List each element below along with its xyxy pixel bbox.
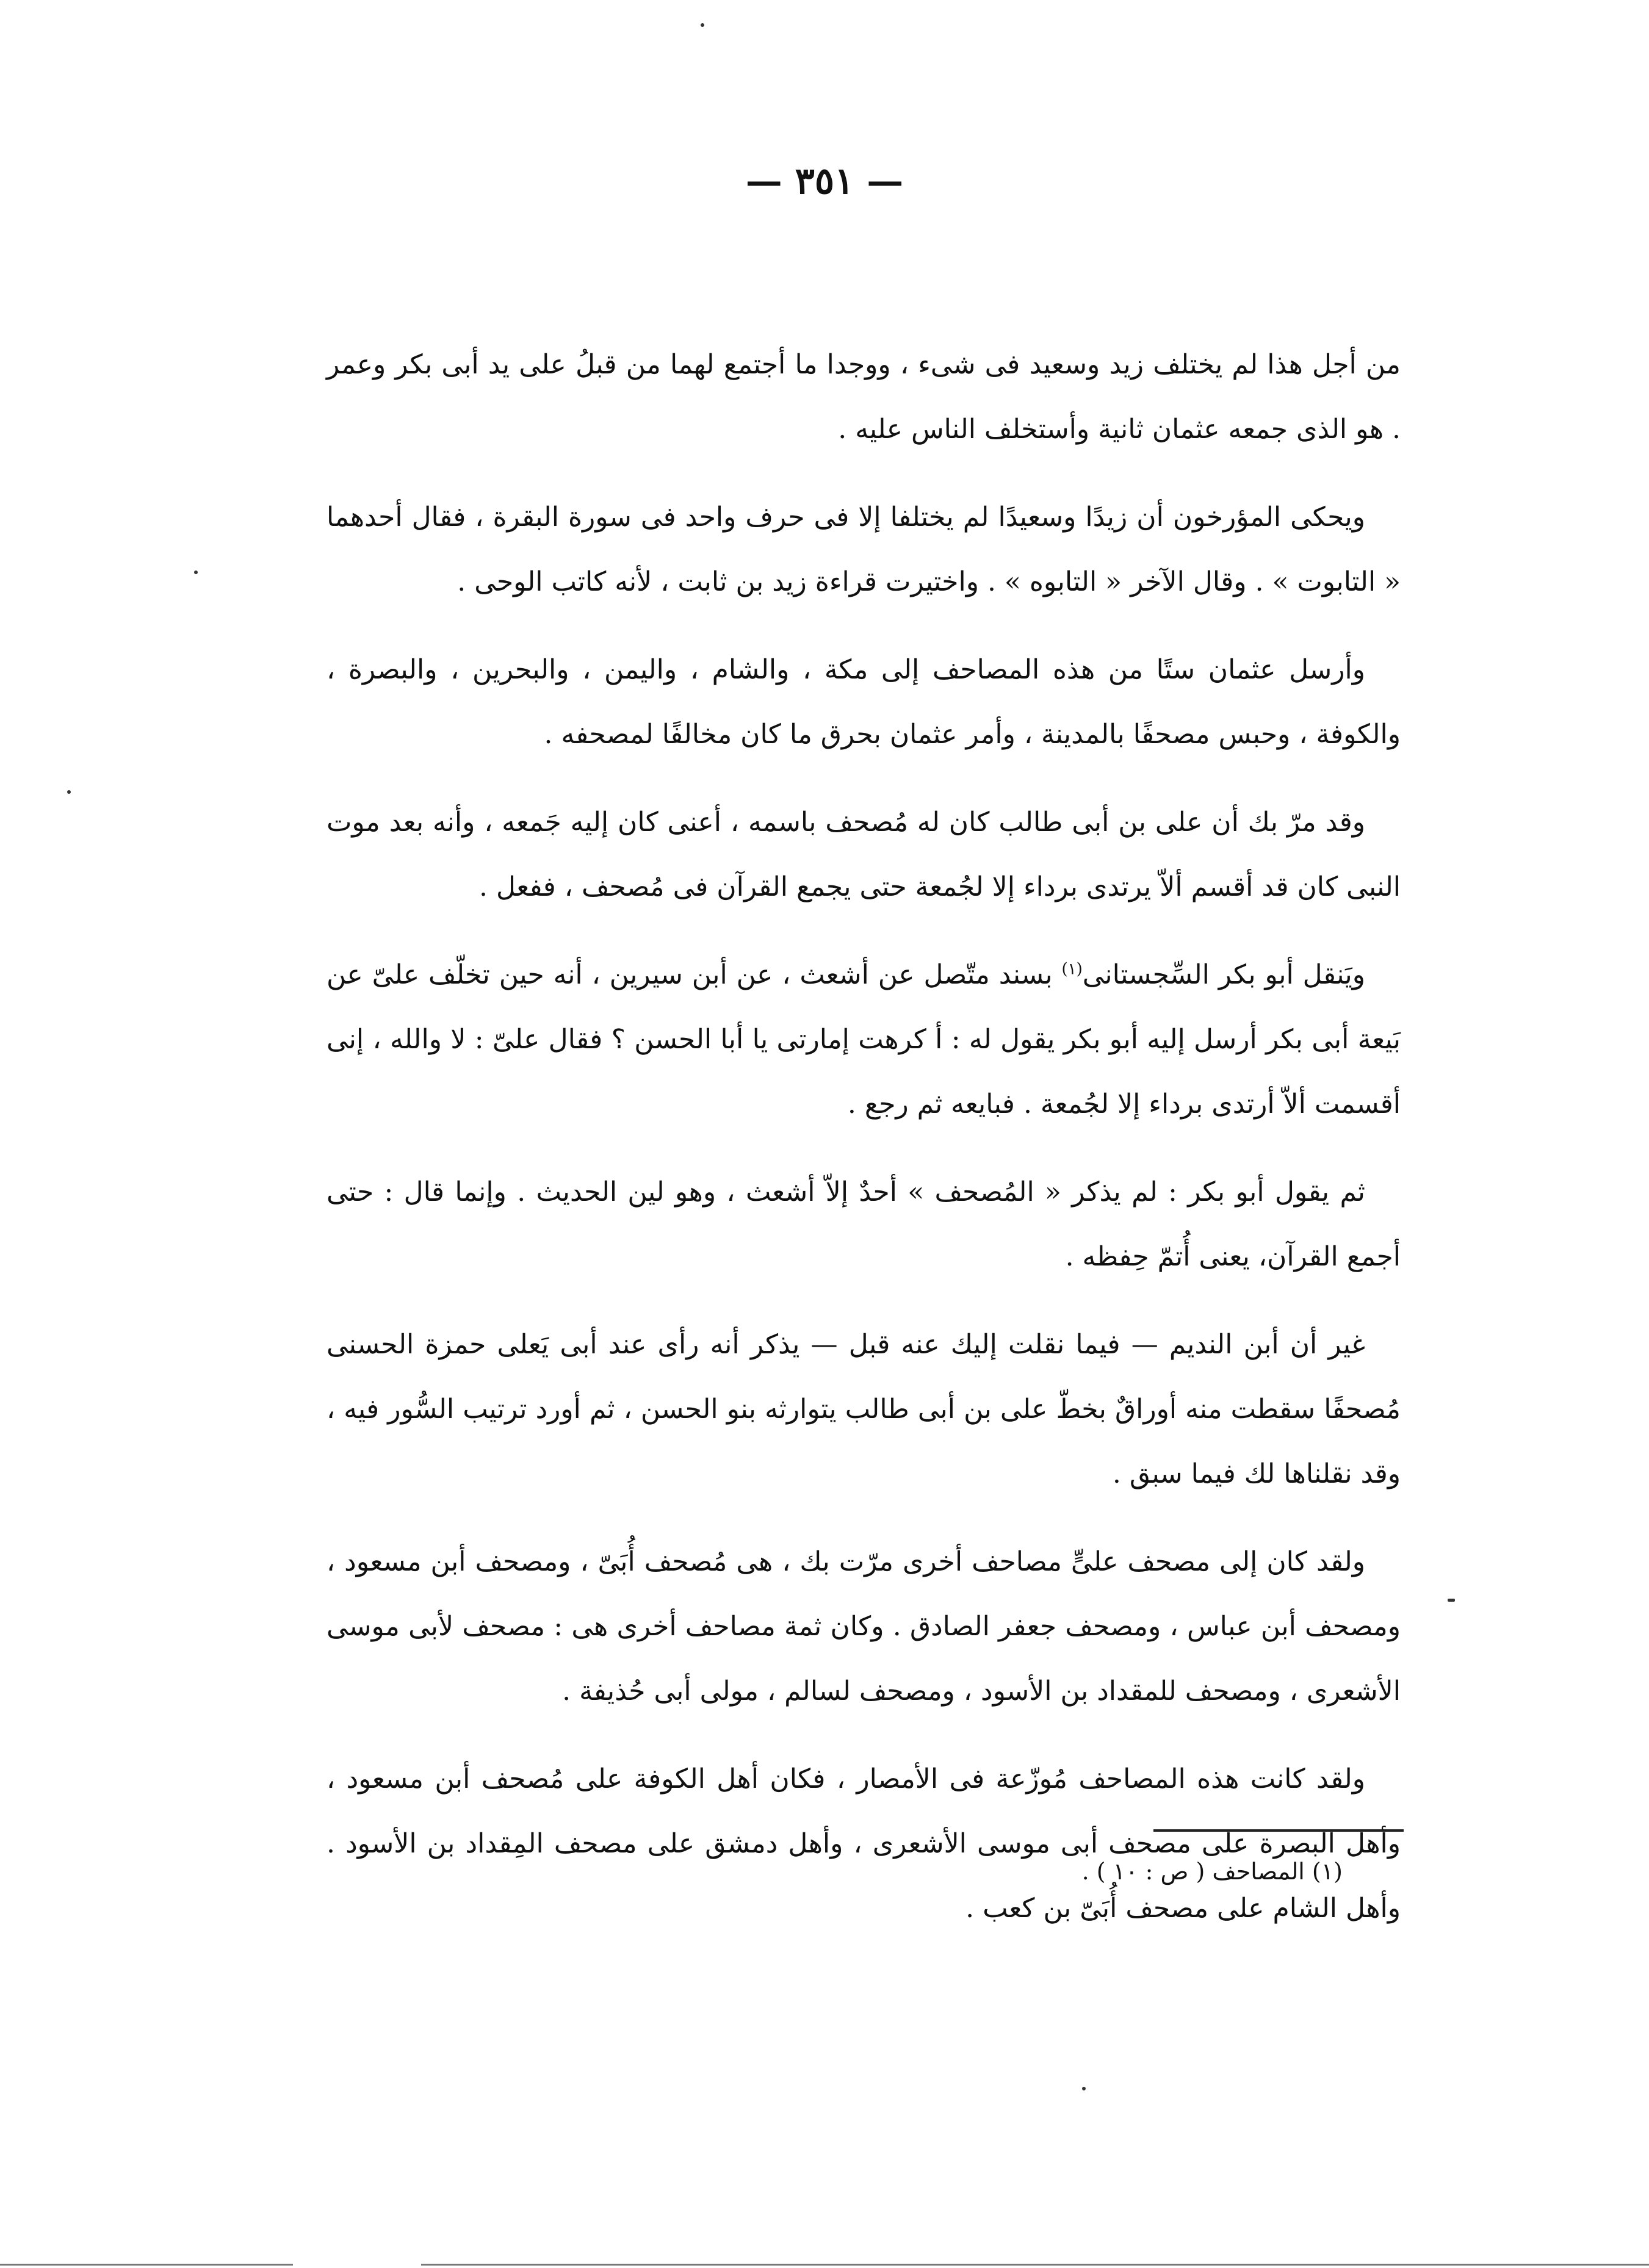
paragraph-8: ولقد كان إلى مصحف علىٍّ مصاحف أخرى مرّت بك ، هى مُصحف أُبَىّ ، ومصحف أبن مسعود ، ومصحف أبن عباس ، ومصحف جعفر الصادق . وكان ثمة مصاحف أخرى هى : مصحف لأبى موسى الأشعرى ، ومصحف للمقداد بن الأسود ، ومصحف لسالم ، مولى أبى حُذيفة . xyxy=(327,1546,1401,1707)
footnote: (١) المصاحف ( ص : ١٠ ) . xyxy=(1081,1858,1343,1885)
footnote-separator xyxy=(1153,1829,1404,1832)
paragraph-1: من أجل هذا لم يختلف زيد وسعيد فى شىء ، ووجدا ما أجتمع لهما من قبلُ على يد أبى بكر وعمر . هو الذى جمعه عثمان ثانية وأستخلف الناس عليه . xyxy=(327,349,1401,445)
paragraph-3: وأرسل عثمان ستًا من هذه المصاحف إلى مكة ، والشام ، واليمن ، والبحرين ، والبصرة ، والكوفة ، وحبس مصحفًا بالمدينة ، وأمر عثمان بحرق ما كان مخالفًا لمصحفه . xyxy=(327,654,1401,750)
scan-edge-line xyxy=(421,2264,1649,2266)
paragraph-6: ثم يقول أبو بكر : لم يذكر « المُصحف » أحدٌ إلاّ أشعث ، وهو لين الحديث . وإنما قال : حتى أجمع القرآن، يعنى أُتمّ حِفظه . xyxy=(327,1176,1401,1272)
paragraph-7: غير أن أبن النديم — فيما نقلت إليك عنه قبل — يذكر أنه رأى عند أبى يَعلى حمزة الحسنى مُصحفًا سقطت منه أوراقٌ بخطّ على بن أبى طالب يتوارثه بنو الحسن ، ثم أورد ترتيب السُّور فيه ، وقد نقلناها لك فيما سبق . xyxy=(327,1329,1401,1489)
scan-speck xyxy=(194,571,198,574)
scan-speck xyxy=(67,790,71,794)
paragraph-4: وقد مرّ بك أن على بن أبى طالب كان له مُصحف باسمه ، أعنى كان إليه جَمعه ، وأنه بعد موت النبى كان قد أقسم ألاّ يرتدى برداء إلا لجُمعة حتى يجمع القرآن فى مُصحف ، ففعل . xyxy=(327,807,1401,902)
scan-edge-line xyxy=(0,2264,293,2266)
body-text xyxy=(327,333,1401,1964)
page-number: — ٣٥١ — xyxy=(745,160,904,203)
scan-speck xyxy=(1448,1599,1455,1602)
footnote-marker: (١) xyxy=(1061,960,1083,979)
paragraph-5-rest: بسند متّصل عن أشعث ، عن أبن سيرين ، أنه حين تخلّف علىّ عن بَيعة أبى بكر أرسل إليه أبو بكر يقول له : أ كرهت إمارتى يا أبا الحسن ؟ فقال علىّ : لا والله ، إنى أقسمت ألاّ أرتدى برداء إلا لجُمعة . فبايعه ثم رجع . xyxy=(327,959,1401,1120)
paragraph-2: ويحكى المؤرخون أن زيدًا وسعيدًا لم يختلفا إلا فى حرف واحد فى سورة البقرة ، فقال أحدهما « التابوت » . وقال الآخر « التابوه » . واختيرت قراءة زيد بن ثابت ، لأنه كاتب الوحى . xyxy=(327,502,1401,597)
scan-speck xyxy=(701,23,704,27)
paragraph-9: ولقد كانت هذه المصاحف مُوزّعة فى الأمصار ، فكان أهل الكوفة على مُصحف أبن مسعود ، وأهل البصرة على مصحف أبى موسى الأشعرى ، وأهل دمشق على مصحف المِقداد بن الأسود . وأهل الشام على مصحف أُبَىّ بن كعب . xyxy=(327,1763,1401,1924)
paragraph-5-start: ويَنقل أبو بكر السِّجستانى xyxy=(1082,959,1365,990)
scan-speck xyxy=(1082,2087,1086,2090)
paragraph-5 xyxy=(327,943,1401,1137)
